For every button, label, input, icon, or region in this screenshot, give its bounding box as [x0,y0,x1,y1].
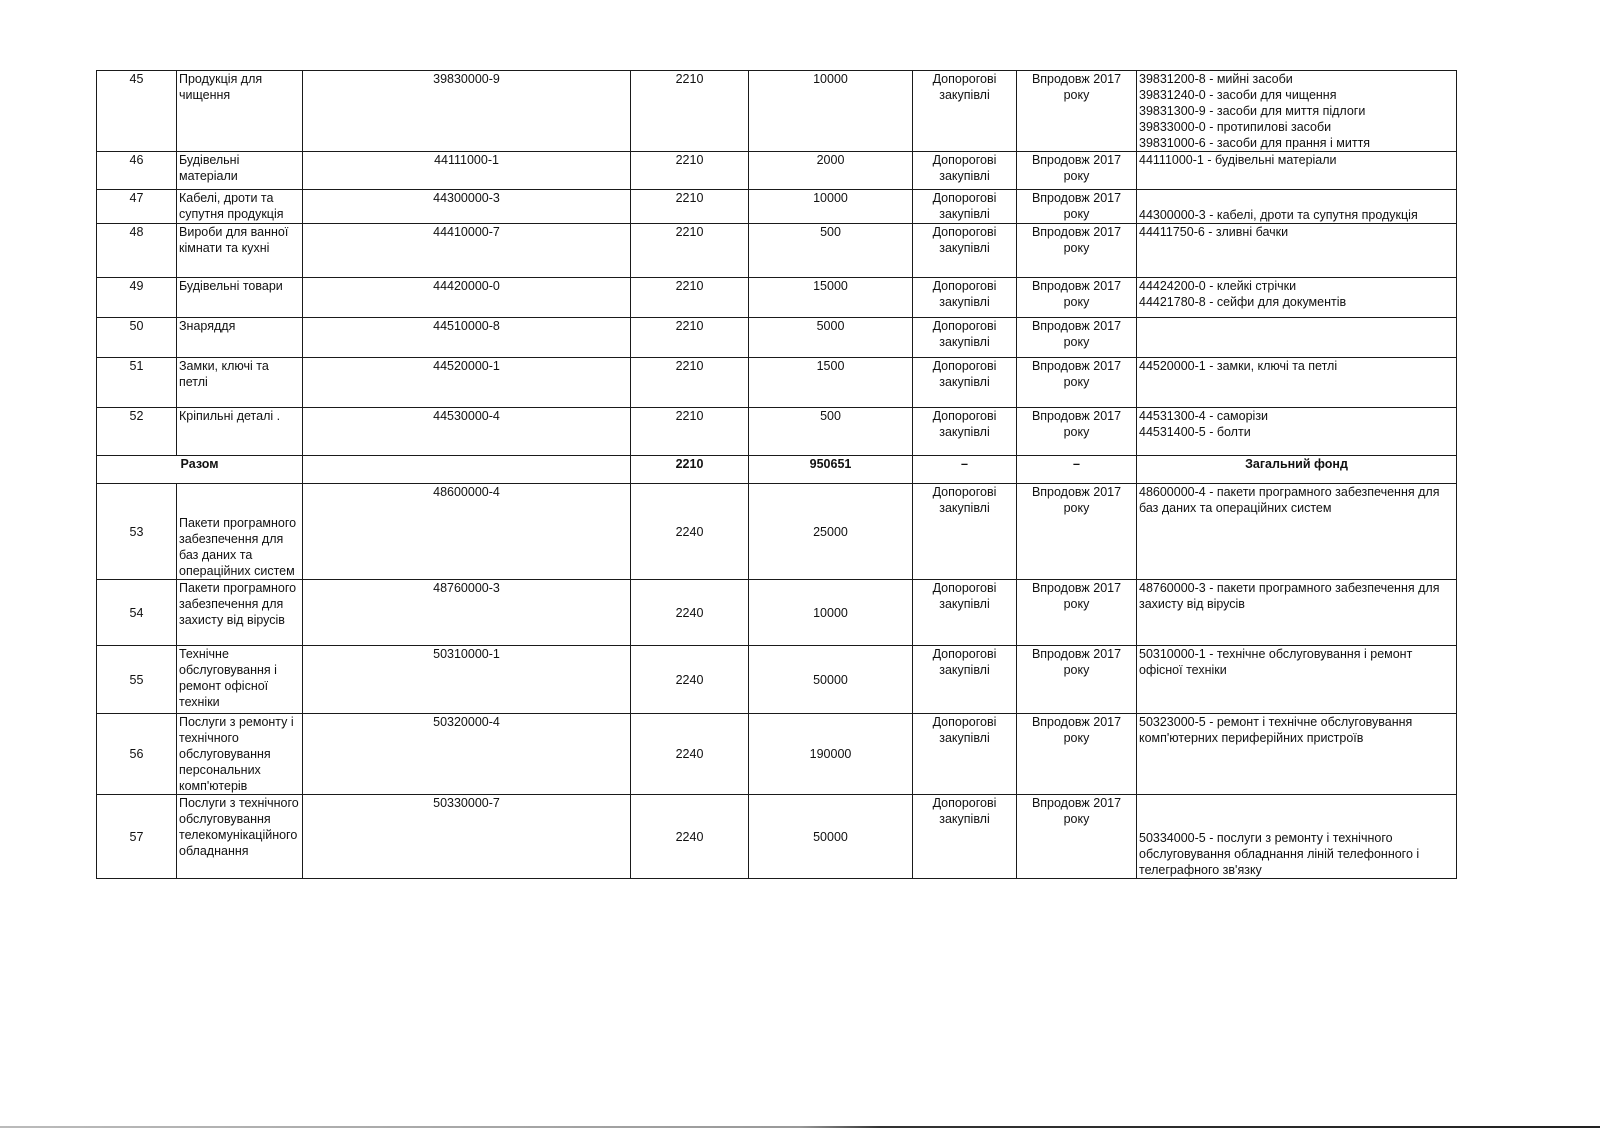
table-row [97,224,1457,278]
note: 48760000-3 - пакети програмного забезпечення для захисту від вірусів [1137,580,1457,646]
term: Впродовж 2017 року [1017,408,1137,456]
table-row [97,714,1457,795]
item-name: Кріпильні деталі . [177,408,303,456]
table-row [97,71,1457,152]
item-name: Продукція для чищення [177,71,303,152]
cpv-code: 44300000-3 [303,190,631,224]
procedure: Допорогові закупівлі [913,714,1017,795]
item-name: Вироби для ванної кімнати та кухні [177,224,303,278]
amount: 10000 [749,71,913,152]
kekv-code: 2210 [631,71,749,152]
procedure: Допорогові закупівлі [913,152,1017,190]
item-name: Технічне обслуговування і ремонт офісної техніки [177,646,303,714]
cpv-code: 39830000-9 [303,71,631,152]
row-number: 50 [97,318,177,358]
total-row [97,456,1457,484]
total-code-empty [303,456,631,484]
term: Впродовж 2017 року [1017,795,1137,879]
item-name: Замки, ключі та петлі [177,358,303,408]
note: 44300000-3 - кабелі, дроти та супутня продукція [1137,190,1457,224]
term: Впродовж 2017 року [1017,190,1137,224]
term: Впродовж 2017 року [1017,318,1137,358]
term: Впродовж 2017 року [1017,71,1137,152]
amount: 500 [749,224,913,278]
term: Впродовж 2017 року [1017,278,1137,318]
amount: 50000 [749,795,913,879]
row-number: 55 [97,646,177,714]
note: 50310000-1 - технічне обслуговування і ремонт офісної техніки [1137,646,1457,714]
amount: 15000 [749,278,913,318]
amount: 1500 [749,358,913,408]
row-number: 51 [97,358,177,408]
procurement-plan-table [96,70,1457,879]
kekv-code: 2210 [631,152,749,190]
term: Впродовж 2017 року [1017,646,1137,714]
note: 44411750-6 - зливні бачки [1137,224,1457,278]
term: Впродовж 2017 року [1017,152,1137,190]
term: Впродовж 2017 року [1017,224,1137,278]
note: 48600000-4 - пакети програмного забезпечення для баз даних та операційних систем [1137,484,1457,580]
note [1137,318,1457,358]
row-number: 46 [97,152,177,190]
table-row [97,278,1457,318]
table-row [97,580,1457,646]
procedure: Допорогові закупівлі [913,224,1017,278]
note: 39831200-8 - мийні засоби 39831240-0 - засоби для чищення 39831300-9 - засоби для миття підлоги 39833000-0 - протипилові засоби 39831000-6 - засоби для прання і миття [1137,71,1457,152]
kekv-code: 2210 [631,224,749,278]
amount: 5000 [749,318,913,358]
procedure: Допорогові закупівлі [913,318,1017,358]
row-number: 45 [97,71,177,152]
item-name: Кабелі, дроти та супутня продукція [177,190,303,224]
procedure: Допорогові закупівлі [913,580,1017,646]
row-number: 48 [97,224,177,278]
table-row [97,358,1457,408]
cpv-code: 44420000-0 [303,278,631,318]
amount: 25000 [749,484,913,580]
item-name: Будівельні матеріали [177,152,303,190]
note: 44531300-4 - саморізи 44531400-5 - болти [1137,408,1457,456]
cpv-code: 44410000-7 [303,224,631,278]
amount: 500 [749,408,913,456]
row-number: 47 [97,190,177,224]
procedure: Допорогові закупівлі [913,190,1017,224]
total-label: Разом [97,456,303,484]
row-number: 53 [97,484,177,580]
kekv-code: 2210 [631,278,749,318]
kekv-code: 2240 [631,714,749,795]
kekv-code: 2240 [631,646,749,714]
kekv-code: 2240 [631,795,749,879]
cpv-code: 44111000-1 [303,152,631,190]
amount: 190000 [749,714,913,795]
scan-edge-line [0,1126,1600,1128]
table-row [97,408,1457,456]
row-number: 52 [97,408,177,456]
kekv-code: 2210 [631,358,749,408]
term: Впродовж 2017 року [1017,580,1137,646]
procedure: Допорогові закупівлі [913,71,1017,152]
procedure: Допорогові закупівлі [913,408,1017,456]
kekv-code: 2240 [631,484,749,580]
procedure: Допорогові закупівлі [913,646,1017,714]
table-row [97,646,1457,714]
term: Впродовж 2017 року [1017,358,1137,408]
row-number: 54 [97,580,177,646]
amount: 10000 [749,580,913,646]
kekv-code: 2210 [631,190,749,224]
cpv-code: 50310000-1 [303,646,631,714]
row-number: 56 [97,714,177,795]
term: Впродовж 2017 року [1017,484,1137,580]
amount: 10000 [749,190,913,224]
item-name: Знаряддя [177,318,303,358]
kekv-code: 2210 [631,408,749,456]
procedure: Допорогові закупівлі [913,278,1017,318]
note: 44111000-1 - будівельні матеріали [1137,152,1457,190]
amount: 50000 [749,646,913,714]
procedure: Допорогові закупівлі [913,358,1017,408]
table-row [97,190,1457,224]
procedure: Допорогові закупівлі [913,795,1017,879]
note: 44520000-1 - замки, ключі та петлі [1137,358,1457,408]
cpv-code: 50320000-4 [303,714,631,795]
term: Впродовж 2017 року [1017,714,1137,795]
total-amount: 950651 [749,456,913,484]
kekv-code: 2240 [631,580,749,646]
amount: 2000 [749,152,913,190]
item-name: Будівельні товари [177,278,303,318]
table-row [97,318,1457,358]
table-body-bottom [97,484,1457,879]
item-name: Пакети програмного забезпечення для баз даних та операційних систем [177,484,303,580]
row-number: 57 [97,795,177,879]
cpv-code: 44510000-8 [303,318,631,358]
row-number: 49 [97,278,177,318]
item-name: Послуги з ремонту і технічного обслуговування персональних комп'ютерів [177,714,303,795]
procedure: Допорогові закупівлі [913,484,1017,580]
note: 44424200-0 - клейкі стрічки 44421780-8 - сейфи для документів [1137,278,1457,318]
cpv-code: 44530000-4 [303,408,631,456]
cpv-code: 50330000-7 [303,795,631,879]
cpv-code: 44520000-1 [303,358,631,408]
cpv-code: 48760000-3 [303,580,631,646]
kekv-code: 2210 [631,318,749,358]
total-procedure: – [913,456,1017,484]
note: 50323000-5 - ремонт і технічне обслуговування комп'ютерних периферійних пристроїв [1137,714,1457,795]
table-row [97,484,1457,580]
total-term: – [1017,456,1137,484]
note: 50334000-5 - послуги з ремонту і технічного обслуговування обладнання ліній телефонного і телеграфного зв'язку [1137,795,1457,879]
item-name: Пакети програмного забезпечення для захисту від вірусів [177,580,303,646]
table-body-top [97,71,1457,484]
total-fund: Загальний фонд [1137,456,1457,484]
table-row [97,795,1457,879]
item-name: Послуги з технічного обслуговування телекомунікаційного обладнання [177,795,303,879]
table-row [97,152,1457,190]
total-kekv: 2210 [631,456,749,484]
cpv-code: 48600000-4 [303,484,631,580]
